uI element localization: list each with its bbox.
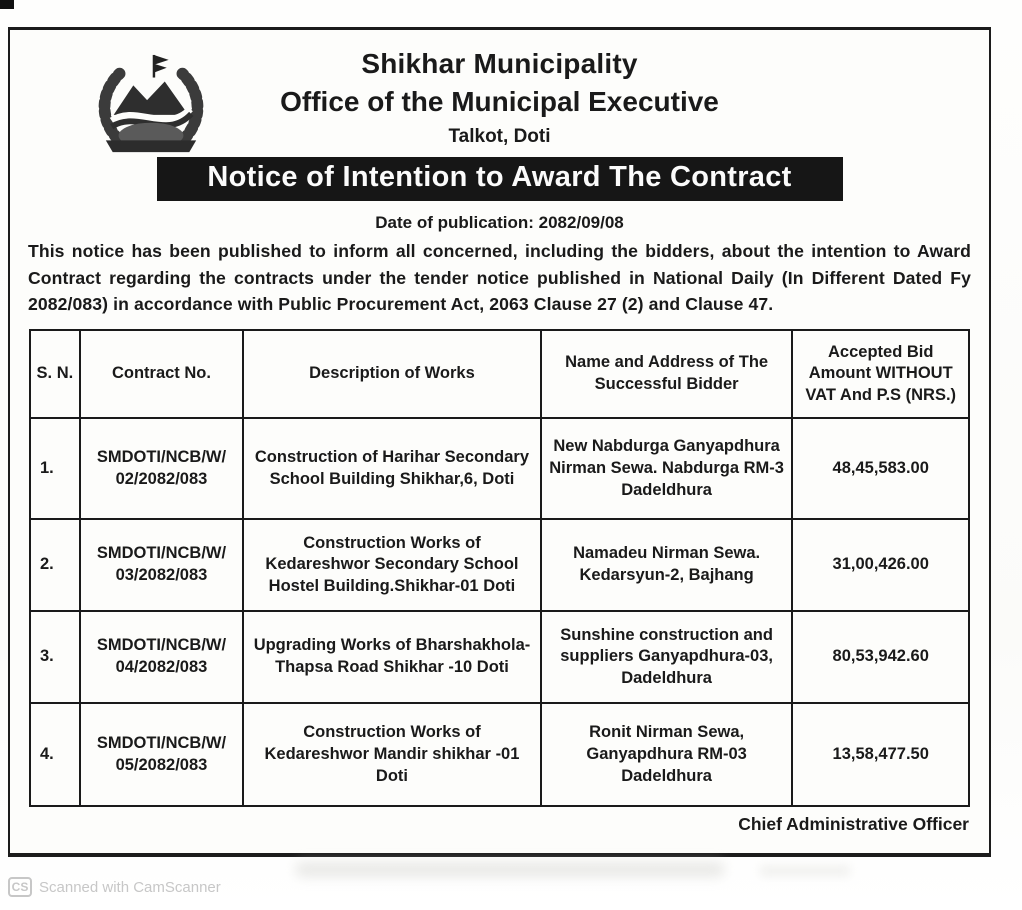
document-header [28,48,971,233]
scan-ghost-text-artifact [295,862,725,877]
cell-sn: 1. [30,418,80,519]
camscanner-icon: CS [8,877,32,897]
notice-banner-wrap [28,157,971,201]
nepal-emblem-logo [90,52,212,162]
table-row [30,418,969,519]
publication-date: Date of publication: 2082/09/08 [375,213,624,232]
table-row [30,703,969,806]
header-sn: S. N. [30,330,80,418]
table-row [30,611,969,703]
cell-bidder: New Nabdurga Ganyapdhura Nirman Sewa. Nabdurga RM-3 Dadeldhura [541,418,793,519]
cell-bidder: Ronit Nirman Sewa, Ganyapdhura RM-03 Dadeldhura [541,703,793,806]
cell-contract-no: SMDOTI/NCB/W/ 05/2082/083 [80,703,243,806]
scan-ghost-text-artifact [760,866,850,876]
cell-amount: 13,58,477.50 [792,703,969,806]
header-contract-no: Contract No. [80,330,243,418]
cell-contract-no: SMDOTI/NCB/W/ 03/2082/083 [80,519,243,611]
table-header-row [30,330,969,418]
header-amount: Accepted Bid Amount WITHOUT VAT And P.S (NRS.) [792,330,969,418]
camscanner-text: Scanned with CamScanner [39,878,221,896]
cell-description: Construction Works of Kedareshwor Mandir shikhar -01 Doti [243,703,541,806]
contract-award-table [29,329,970,807]
cell-sn: 2. [30,519,80,611]
document-border-frame [8,27,991,857]
cell-contract-no: SMDOTI/NCB/W/ 02/2082/083 [80,418,243,519]
header-description: Description of Works [243,330,541,418]
cell-amount: 80,53,942.60 [792,611,969,703]
camscanner-watermark [8,877,221,897]
cell-sn: 4. [30,703,80,806]
scan-corner-artifact [0,0,14,9]
cell-sn: 3. [30,611,80,703]
cell-description: Construction of Harihar Secondary School Building Shikhar,6, Doti [243,418,541,519]
cell-amount: 31,00,426.00 [792,519,969,611]
office-title: Office of the Municipal Executive [280,86,719,117]
municipality-title: Shikhar Municipality [361,48,638,79]
cell-description: Construction Works of Kedareshwor Secondary School Hostel Building.Shikhar-01 Doti [243,519,541,611]
location-subtitle: Talkot, Doti [448,126,551,147]
signatory-title: Chief Administrative Officer [738,814,969,835]
table-row [30,519,969,611]
cell-description: Upgrading Works of Bharshakhola- Thapsa Road Shikhar -10 Doti [243,611,541,703]
intro-paragraph: This notice has been published to inform all concerned, including the bidders, about the intention to Award Contract regarding the contracts under the tender notice published in National Daily (In Different Dated Fy 2082/083) in accordance with Public Procurement Act, 2063 Clause 27 (2) and Clause 47. [28,241,971,315]
header-bidder: Name and Address of The Successful Bidder [541,330,793,418]
cell-amount: 48,45,583.00 [792,418,969,519]
notice-banner-title: Notice of Intention to Award The Contract [157,157,843,201]
cell-bidder: Sunshine construction and suppliers Ganyapdhura-03, Dadeldhura [541,611,793,703]
cell-contract-no: SMDOTI/NCB/W/ 04/2082/083 [80,611,243,703]
cell-bidder: Namadeu Nirman Sewa. Kedarsyun-2, Bajhang [541,519,793,611]
